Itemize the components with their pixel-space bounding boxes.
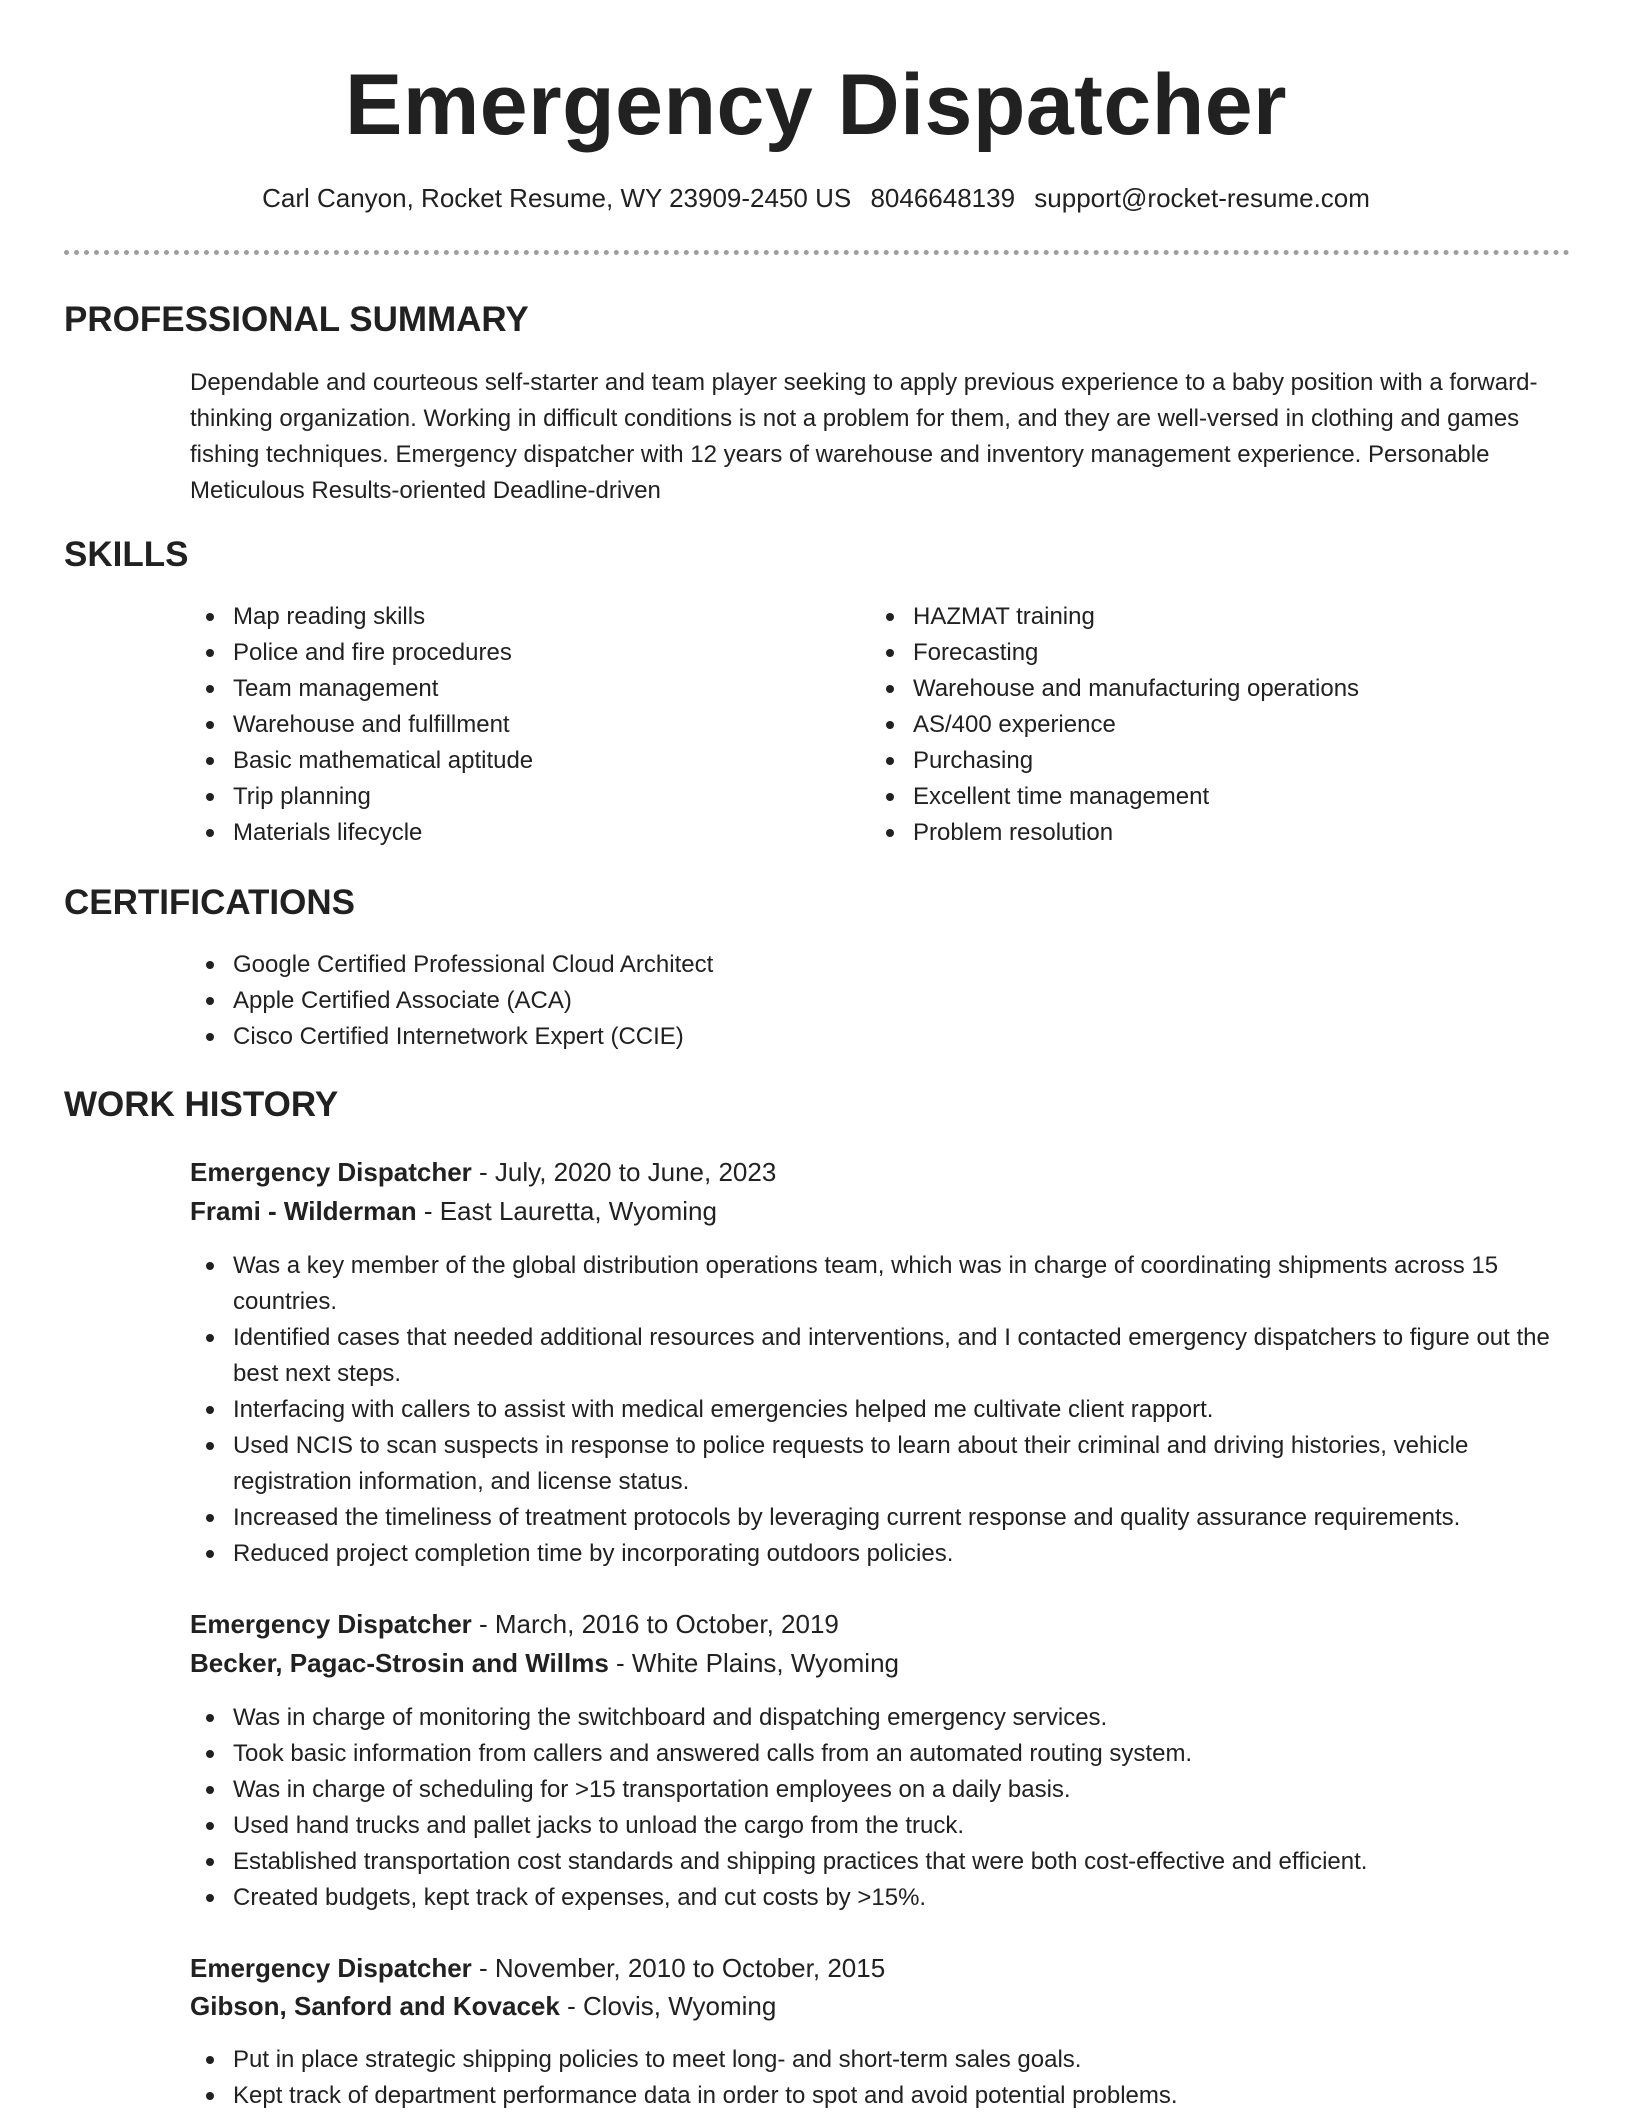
contact-email: support@rocket-resume.com [1034, 183, 1370, 213]
list-item: Put in place strategic shipping policies to meet long- and short-term sales goals. [190, 2042, 1570, 2078]
list-item: Was a key member of the global distribution operations team, which was in charge of coordinating shipments across 15 countries. [190, 1248, 1570, 1320]
job-company-line [190, 1644, 899, 1682]
resume-name-title: Emergency Dispatcher [344, 57, 1288, 153]
list-item: Materials lifecycle [190, 815, 830, 851]
job-bullets [190, 2042, 1570, 2114]
list-item: Google Certified Professional Cloud Architect [190, 947, 1570, 983]
job-location: - Clovis, Wyoming [559, 1991, 777, 2021]
list-item: Used NCIS to scan suspects in response to police requests to learn about their criminal and driving histories, vehicle registration information, and license status. [190, 1428, 1570, 1500]
job-company-line [190, 1192, 717, 1230]
job-role: Emergency Dispatcher [190, 1953, 472, 1983]
job-company: Frami - Wilderman [190, 1196, 417, 1226]
section-title-certifications: CERTIFICATIONS [64, 883, 356, 922]
job-location: - East Lauretta, Wyoming [416, 1196, 717, 1226]
list-item: Forecasting [870, 635, 1570, 671]
job-role: Emergency Dispatcher [190, 1157, 472, 1187]
list-item: Increased the timeliness of treatment protocols by leveraging current response and quality assurance requirements. [190, 1500, 1570, 1536]
job-title-line [190, 1605, 839, 1643]
list-item: Cisco Certified Internetwork Expert (CCIE) [190, 1019, 1570, 1055]
job-location: - White Plains, Wyoming [608, 1648, 899, 1678]
list-item: Team management [190, 671, 830, 707]
list-item: Warehouse and manufacturing operations [870, 671, 1570, 707]
job-company-line [190, 1987, 776, 2025]
list-item: HAZMAT training [870, 599, 1570, 635]
section-title-work-history: WORK HISTORY [64, 1085, 339, 1124]
list-item: Identified cases that needed additional resources and interventions, and I contacted emergency dispatchers to figure out the best next steps. [190, 1320, 1570, 1392]
list-item: Kept track of department performance data in order to spot and avoid potential problems. [190, 2078, 1570, 2114]
job-dates: - March, 2016 to October, 2019 [471, 1609, 839, 1639]
section-title-skills: SKILLS [64, 535, 189, 574]
list-item: Apple Certified Associate (ACA) [190, 983, 1570, 1019]
list-item: Was in charge of scheduling for >15 transportation employees on a daily basis. [190, 1772, 1570, 1808]
list-item: Map reading skills [190, 599, 830, 635]
skills-list-right [870, 599, 1570, 851]
job-company: Gibson, Sanford and Kovacek [190, 1991, 560, 2021]
list-item: Took basic information from callers and answered calls from an automated routing system. [190, 1736, 1570, 1772]
list-item: Trip planning [190, 779, 830, 815]
list-item: AS/400 experience [870, 707, 1570, 743]
list-item: Established transportation cost standards and shipping practices that were both cost-effective and efficient. [190, 1844, 1570, 1880]
summary-text: Dependable and courteous self-starter and team player seeking to apply previous experience to a baby position with a forward-thinking organization. Working in difficult conditions is not a problem for them, and they are well-versed in clothing and games fishing techniques. Emergency dispatcher with 12 years of warehouse and inventory management experience. Personable Meticulous Results-oriented Deadline-driven [190, 369, 1538, 504]
list-item: Was in charge of monitoring the switchboard and dispatching emergency services. [190, 1700, 1570, 1736]
list-item: Used hand trucks and pallet jacks to unload the cargo from the truck. [190, 1808, 1570, 1844]
section-title-summary: PROFESSIONAL SUMMARY [64, 300, 529, 339]
list-item: Basic mathematical aptitude [190, 743, 830, 779]
job-bullets [190, 1248, 1570, 1572]
list-item: Created budgets, kept track of expenses, and cut costs by >15%. [190, 1880, 1570, 1916]
job-title-line [190, 1153, 776, 1191]
job-role: Emergency Dispatcher [190, 1609, 472, 1639]
job-title-line [190, 1949, 885, 1987]
list-item: Purchasing [870, 743, 1570, 779]
contact-address: Carl Canyon, Rocket Resume, WY 23909-2450 US [262, 183, 852, 213]
list-item: Police and fire procedures [190, 635, 830, 671]
header-divider [64, 250, 1570, 255]
list-item: Reduced project completion time by incorporating outdoors policies. [190, 1536, 1570, 1572]
list-item: Warehouse and fulfillment [190, 707, 830, 743]
skills-list-left [190, 599, 830, 851]
job-bullets [190, 1700, 1570, 1916]
job-dates: - July, 2020 to June, 2023 [471, 1157, 777, 1187]
list-item: Problem resolution [870, 815, 1570, 851]
list-item: Excellent time management [870, 779, 1570, 815]
job-dates: - November, 2010 to October, 2015 [471, 1953, 886, 1983]
contact-phone: 8046648139 [870, 183, 1016, 213]
list-item: Interfacing with callers to assist with medical emergencies helped me cultivate client rapport. [190, 1392, 1570, 1428]
certifications-list [190, 947, 1570, 1055]
contact-line [0, 180, 1632, 216]
job-company: Becker, Pagac-Strosin and Willms [190, 1648, 609, 1678]
